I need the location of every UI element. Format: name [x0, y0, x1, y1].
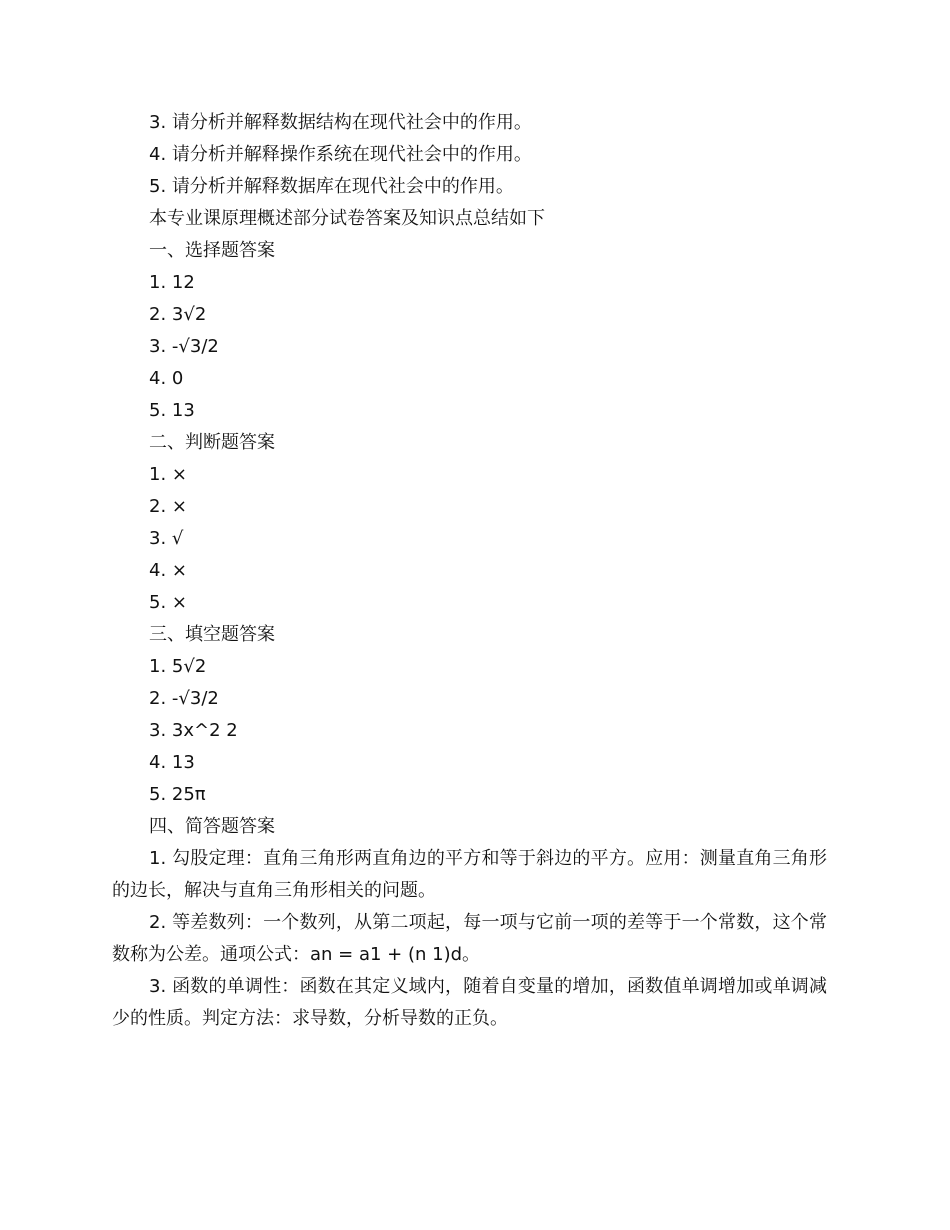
answer-item: 5. 25π — [149, 784, 206, 805]
answer-item: 2. -√3/2 — [149, 688, 219, 709]
answer-item: 1. × — [149, 464, 187, 485]
section-heading-choice: 一、选择题答案 — [149, 240, 275, 261]
question-item: 5. 请分析并解释数据库在现代社会中的作用。 — [149, 176, 514, 197]
answer-item: 1. 12 — [149, 272, 195, 293]
answer-item: 4. × — [149, 560, 187, 581]
answer-item: 4. 0 — [149, 368, 184, 389]
answer-item: 3. √ — [149, 528, 184, 549]
question-item: 3. 请分析并解释数据结构在现代社会中的作用。 — [149, 112, 532, 133]
answer-item: 3. 3x^2 2 — [149, 720, 238, 741]
answer-paragraph: 2. 等差数列：一个数列，从第二项起，每一项与它前一项的差等于一个常数，这个常数称为公差。通项公式：an = a1 + (n 1)d。 — [112, 912, 827, 965]
document-body — [112, 107, 827, 1035]
answer-item: 2. 3√2 — [149, 304, 207, 325]
answer-item: 5. 13 — [149, 400, 195, 421]
question-item: 4. 请分析并解释操作系统在现代社会中的作用。 — [149, 144, 532, 165]
answer-item: 2. × — [149, 496, 187, 517]
answers-intro: 本专业课原理概述部分试卷答案及知识点总结如下 — [149, 208, 545, 229]
answer-item: 4. 13 — [149, 752, 195, 773]
answer-paragraph: 3. 函数的单调性：函数在其定义域内，随着自变量的增加，函数值单调增加或单调减少的性质。判定方法：求导数，分析导数的正负。 — [112, 976, 827, 1029]
section-heading-fillblank: 三、填空题答案 — [149, 624, 275, 645]
section-heading-truefalse: 二、判断题答案 — [149, 432, 275, 453]
answer-item: 1. 5√2 — [149, 656, 207, 677]
answer-item: 3. -√3/2 — [149, 336, 219, 357]
answer-item: 5. × — [149, 592, 187, 613]
section-heading-shortanswer: 四、简答题答案 — [149, 816, 275, 837]
answer-paragraph: 1. 勾股定理：直角三角形两直角边的平方和等于斜边的平方。应用：测量直角三角形的边长，解决与直角三角形相关的问题。 — [112, 848, 827, 901]
